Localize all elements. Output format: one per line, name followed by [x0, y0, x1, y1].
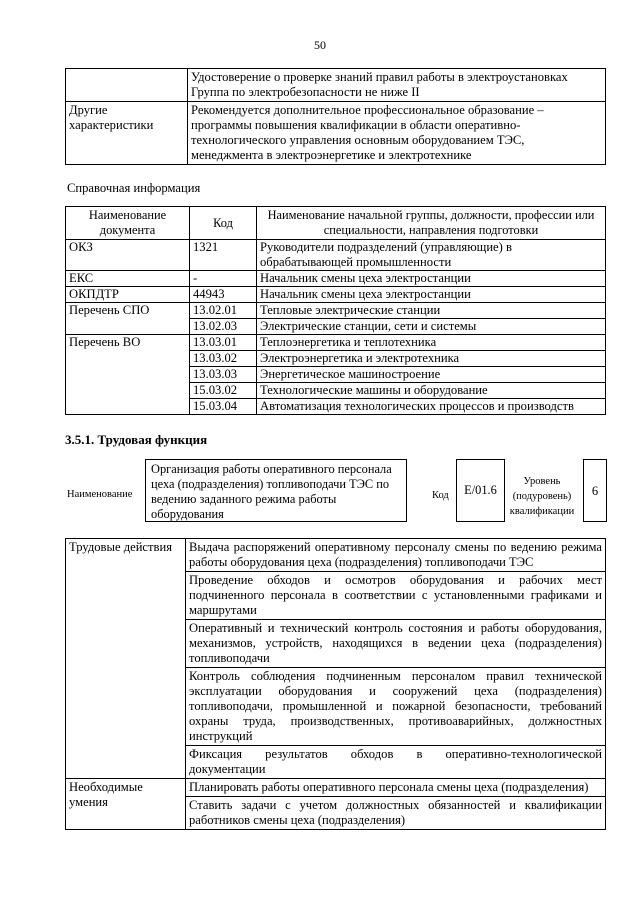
- list-item: Фиксация результатов обходов в оперативно-технологической документации: [186, 746, 606, 779]
- cell-code: 15.03.02: [190, 383, 257, 399]
- table-cell-label: [66, 69, 188, 102]
- cell-line: Удостоверение о проверке знаний правил работы в электроустановках: [191, 70, 568, 84]
- qualification-level-label: Уровень (подуровень) квалификации: [509, 476, 575, 517]
- list-item: Контроль соблюдения подчиненным персоналом правил технической эксплуатации оборудования и сооружений цеха (подразделения) топливоподачи, промышленной и пожарной безопасности, требований охраны труда, производственных, противоаварийных, должностных инструкций: [186, 668, 606, 746]
- cell-line: программы повышения квалификации в области оперативно-: [191, 118, 521, 132]
- table-row: [66, 335, 606, 351]
- table-row: [66, 102, 606, 165]
- cell-name: Технологические машины и оборудование: [257, 383, 606, 399]
- group-label-actions: Трудовые действия: [66, 539, 186, 779]
- cell-code: 13.02.01: [190, 303, 257, 319]
- list-item: Проведение обходов и осмотров оборудования и рабочих мест подчиненного персонала в соответствии с установленными графиками и маршрутами: [186, 572, 606, 620]
- table-row: [66, 240, 606, 271]
- function-table: [65, 538, 606, 830]
- cell-code: 13.03.02: [190, 351, 257, 367]
- function-code-label: Код: [432, 490, 449, 501]
- table-cell-value: [188, 69, 606, 102]
- header-code: Код: [190, 207, 257, 240]
- cell-name: Начальник смены цеха электростанции: [257, 271, 606, 287]
- cell-doc: Перечень ВО: [66, 335, 190, 415]
- cell-name: Электрические станции, сети и системы: [257, 319, 606, 335]
- section-heading: 3.5.1. Трудовая функция: [65, 432, 208, 447]
- requirements-table: [65, 68, 606, 165]
- table-cell-value: [188, 102, 606, 165]
- cell-name: Энергетическое машиностроение: [257, 367, 606, 383]
- list-item: Оперативный и технический контроль состояния и работы оборудования, механизмов, устройств, находящихся в ведении цеха (подразделения) топливоподачи: [186, 620, 606, 668]
- reference-title: Справочная информация: [67, 181, 201, 195]
- cell-code: -: [190, 271, 257, 287]
- cell-code: 44943: [190, 287, 257, 303]
- list-item: Выдача распоряжений оперативному персоналу смены по ведению режима работы оборудования цеха (подразделения) топливоподачи ТЭС: [186, 539, 606, 572]
- cell-doc: ОКЗ: [66, 240, 190, 271]
- cell-line: технологического управления основным оборудованием ТЭС,: [191, 133, 525, 147]
- cell-line: характеристики: [69, 118, 154, 132]
- table-row: [66, 539, 606, 572]
- cell-name: Автоматизация технологических процессов и производств: [257, 399, 606, 415]
- table-row: [66, 303, 606, 319]
- cell-line: менеджмента в электроэнергетике и электротехнике: [191, 148, 472, 162]
- function-name-box: Организация работы оперативного персонала цеха (подразделения) топливоподачи ТЭС по ведению заданного режима работы оборудования: [145, 459, 407, 522]
- cell-code: 1321: [190, 240, 257, 271]
- cell-line: Группа по электробезопасности не ниже II: [191, 85, 420, 99]
- function-code-box: E/01.6: [456, 459, 505, 522]
- cell-code: 13.03.01: [190, 335, 257, 351]
- cell-name: Электроэнергетика и электротехника: [257, 351, 606, 367]
- table-cell-label: [66, 102, 188, 165]
- list-item: Ставить задачи с учетом должностных обязанностей и квалификации работников смены цеха (подразделения): [186, 797, 606, 830]
- cell-code: 13.03.03: [190, 367, 257, 383]
- table-row: [66, 779, 606, 797]
- cell-line: Другие: [69, 103, 108, 117]
- cell-name: Теплоэнергетика и теплотехника: [257, 335, 606, 351]
- cell-code: 13.02.03: [190, 319, 257, 335]
- function-name-label: Наименование: [67, 489, 133, 500]
- cell-doc: ЕКС: [66, 271, 190, 287]
- cell-doc: Перечень СПО: [66, 303, 190, 335]
- reference-table: [65, 206, 606, 415]
- cell-name: Руководители подразделений (управляющие) в обрабатывающей промышленности: [257, 240, 606, 271]
- cell-line: Рекомендуется дополнительное профессиональное образование –: [191, 103, 544, 117]
- table-header-row: [66, 207, 606, 240]
- list-item: Планировать работы оперативного персонала смены цеха (подразделения): [186, 779, 606, 797]
- table-row: [66, 69, 606, 102]
- cell-name: Начальник смены цеха электростанции: [257, 287, 606, 303]
- table-row: [66, 287, 606, 303]
- header-doc: Наименование документа: [66, 207, 190, 240]
- group-label-skills: Необходимые умения: [66, 779, 186, 830]
- table-row: [66, 271, 606, 287]
- cell-code: 15.03.04: [190, 399, 257, 415]
- page-number: 50: [314, 38, 326, 52]
- qualification-level-box: 6: [583, 459, 607, 522]
- cell-doc: ОКПДТР: [66, 287, 190, 303]
- header-name: Наименование начальной группы, должности, профессии или специальности, направления подготовки: [257, 207, 606, 240]
- cell-name: Тепловые электрические станции: [257, 303, 606, 319]
